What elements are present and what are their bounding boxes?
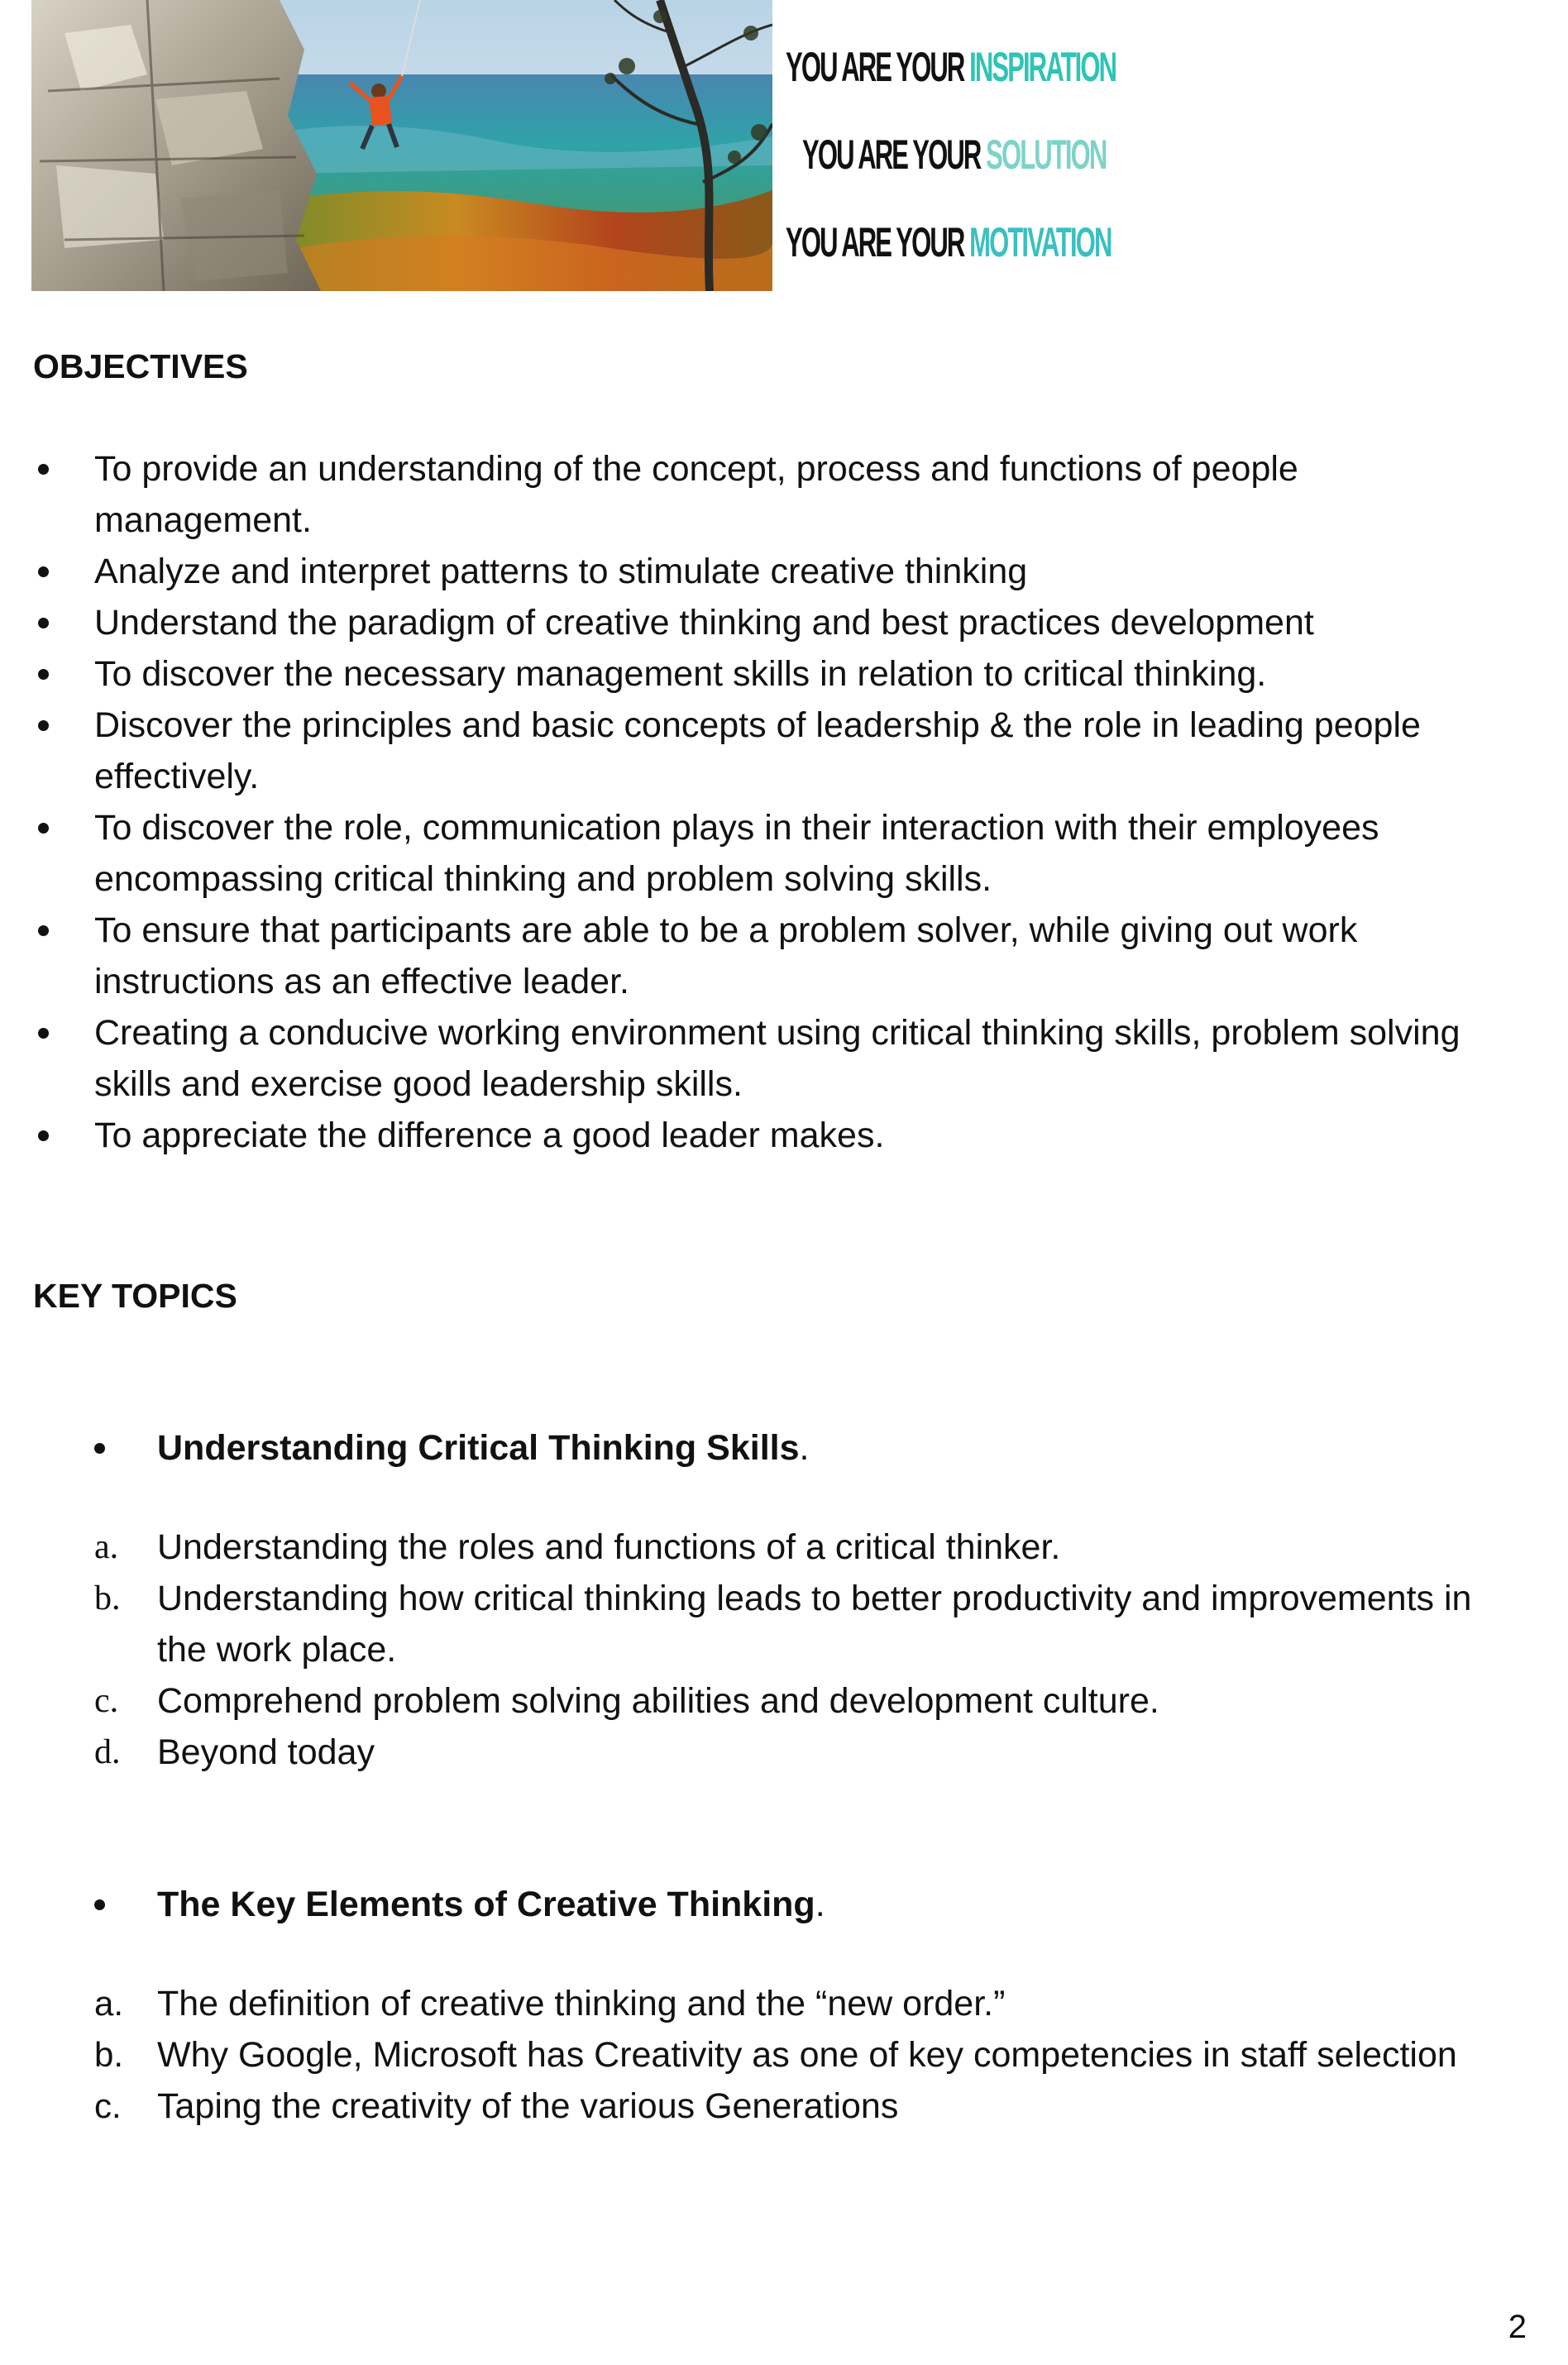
objective-text: Discover the principles and basic concepts of leadership & the role in leading people effectively. [94,705,1421,796]
topic-title-text: The Key Elements of Creative Thinking [157,1885,815,1924]
topic-subitems [94,1978,1517,2132]
bullet-icon [94,1443,105,1454]
item-text: Beyond today [157,1732,375,1772]
objective-text: Creating a conducive working environment using critical thinking skills, problem solving skills and exercise good leadership skills. [94,1013,1460,1104]
bullet-icon [38,925,49,936]
objective-text: Analyze and interpret patterns to stimulate creative thinking [94,552,1028,591]
item-marker: b. [94,1579,121,1617]
list-item [94,1522,1517,1573]
key-topics-heading: KEY TOPICS [33,1277,237,1315]
item-marker: c. [94,1682,119,1720]
bullet-icon [38,720,49,731]
item-marker: a. [94,1984,124,2023]
item-marker: d. [94,1733,121,1771]
objective-text: To ensure that participants are able to be a problem solver, while giving out work instructions as an effective leader. [94,910,1358,1001]
bullet-icon [38,566,49,577]
bullet-icon [38,618,49,628]
objective-text: To provide an understanding of the concept, process and functions of people management. [94,449,1298,540]
slogan-prefix: YOU ARE YOUR [786,44,970,90]
list-item [33,1110,1522,1161]
topic-subitems [94,1522,1517,1778]
list-item [94,1573,1517,1675]
bullet-icon [38,1028,49,1039]
motivation-slogans [786,23,1133,286]
landscape-illustration [31,0,772,291]
bullet-icon [38,464,49,475]
slogan-solution [802,111,1107,198]
objective-text: Understand the paradigm of creative thinking and best practices development [94,603,1314,643]
slogan-prefix: YOU ARE YOUR [786,219,970,265]
objectives-heading: OBJECTIVES [33,347,248,385]
item-text: Why Google, Microsoft has Creativity as one of key competencies in staff selection [157,2035,1457,2075]
list-item [33,597,1522,648]
topic-section-critical-thinking [94,1422,1517,1778]
slogan-highlight: MOTIVATION [969,219,1111,265]
item-marker: b. [94,2035,124,2074]
slogan-motivation [786,198,1111,286]
list-item [33,905,1522,1007]
cliff-climber-landscape-photo [31,0,772,291]
list-item [33,802,1522,905]
item-text: Understanding how critical thinking leads to better productivity and improvements in the work place. [157,1579,1472,1670]
list-item [94,1727,1517,1778]
bullet-icon [38,669,49,680]
page-number: 2 [1508,2309,1527,2345]
list-item [94,1675,1517,1727]
objective-text: To discover the role, communication plays in their interaction with their employees encompassing critical thinking and problem solving skills. [94,808,1379,899]
item-marker: c. [94,2086,122,2125]
list-item [33,443,1522,546]
topic-title: The Key Elements of Creative Thinking. [94,1879,1517,1930]
list-item [94,2081,1517,2132]
slogan-prefix: YOU ARE YOUR [802,131,987,178]
item-text: Understanding the roles and functions of a critical thinker. [157,1527,1061,1567]
slogan-inspiration [786,23,1116,111]
objective-text: To appreciate the difference a good leader makes. [94,1116,885,1155]
list-item [33,546,1522,597]
list-item [94,1978,1517,2029]
list-item [33,648,1522,700]
objectives-list [33,443,1522,1161]
topic-title: Understanding Critical Thinking Skills. [94,1422,1517,1474]
list-item [33,1007,1522,1110]
item-marker: a. [94,1528,119,1566]
bullet-icon [38,1130,49,1141]
item-text: The definition of creative thinking and the “new order.” [157,1984,1006,2023]
topic-section-creative-thinking [94,1879,1517,2132]
slogan-highlight: INSPIRATION [969,44,1116,90]
topic-title-text: Understanding Critical Thinking Skills [157,1428,800,1468]
objective-text: To discover the necessary management skills in relation to critical thinking. [94,654,1267,694]
bullet-icon [94,1899,105,1910]
list-item [33,700,1522,802]
item-text: Comprehend problem solving abilities and development culture. [157,1681,1159,1721]
bullet-icon [38,823,49,834]
slogan-highlight: SOLUTION [986,131,1107,178]
list-item [94,2029,1517,2081]
item-text: Taping the creativity of the various Generations [157,2086,899,2126]
